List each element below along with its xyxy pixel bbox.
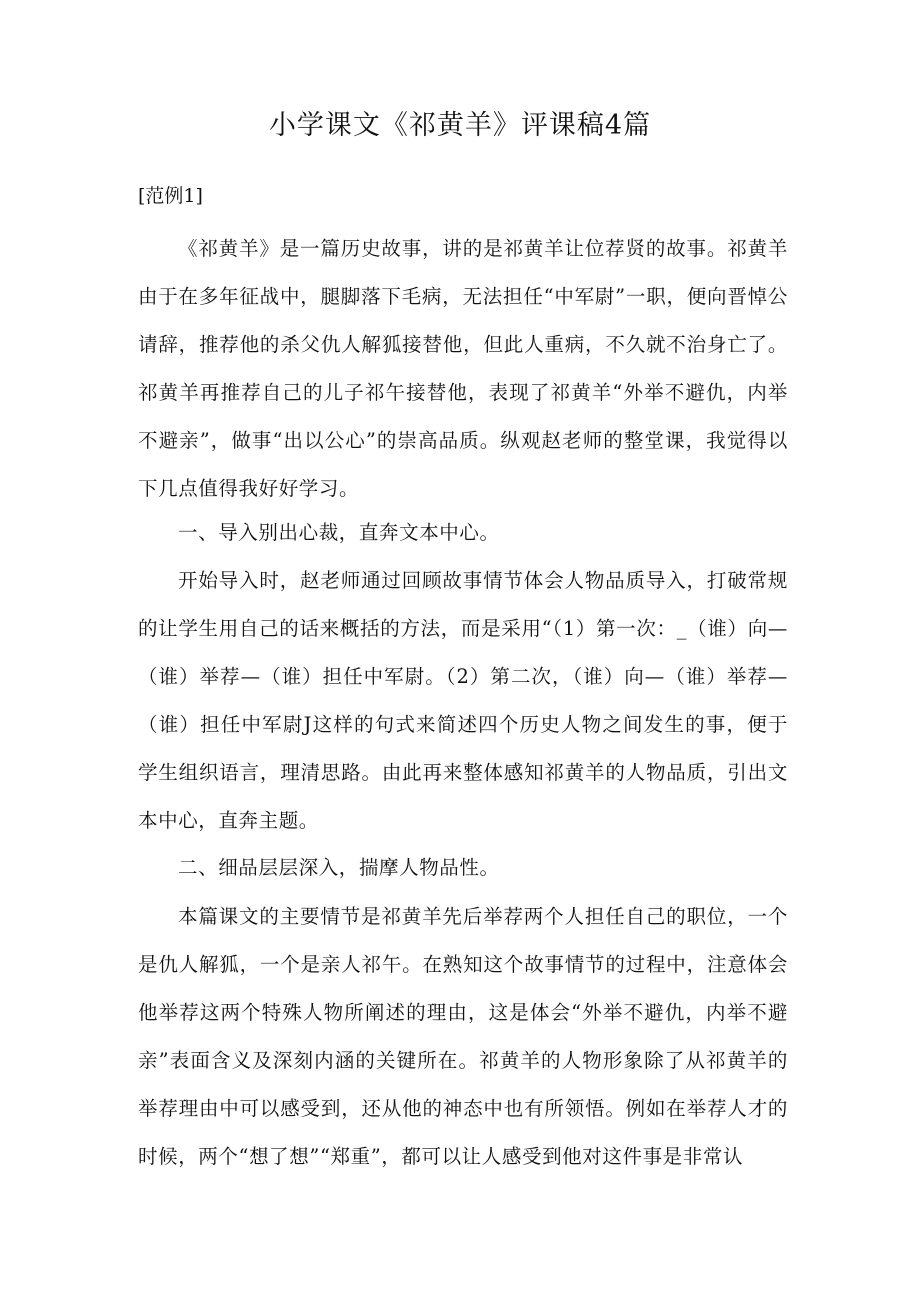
example-label: [范例1] [138,185,203,207]
section-two-paragraph: 本篇课文的主要情节是祁黄羊先后举荐两个人担任自己的职位，一个是仇人解狐，一个是亲人祁午。在熟知这个故事情节的过程中，注意体会他举荐这两个特殊人物所阐述的理由，这是体会“外举不避仇，内举不避亲”表面含义及深刻内涵的关键所在。祁黄羊的人物形象除了从祁黄羊的举荐理由中可以感受到，还从他的神态中也有所领悟。例如在举荐人才的时候，两个“想了想”“郑重”，都可以让人感受到他对这件事是非常认 [138,905,788,1169]
document-title: 小学课文《祁黄羊》评课稿4篇 [268,110,652,141]
section-one-paragraph: 开始导入时，赵老师通过回顾故事情节体会人物品质导入，打破常规的让学生用自己的话来概括的方法，而是采用“（1）第一次：_（谁）向—（谁）举荐—（谁）担任中军尉。（2）第二次，（谁）向—（谁）举荐—（谁）担任中军尉J这样的句式来简述四个历史人物之间发生的事，便于学生组织语言，理清思路。由此再来整体感知祁黄羊的人物品质，引出文本中心，直奔主题。 [138,569,788,833]
section-heading-one: 一、导入别出心裁，直奔文本中心。 [178,521,500,544]
section-heading-two: 二、细品层层深入，揣摩人物品性。 [178,856,500,879]
intro-paragraph: 《祁黄羊》是一篇历史故事，讲的是祁黄羊让位荐贤的故事。祁黄羊由于在多年征战中，腿脚落下毛病，无法担任“中军尉”一职，便向晋悼公请辞，推荐他的杀父仇人解狐接替他，但此人重病，不久就不治身亡了。祁黄羊再推荐自己的儿子祁午接替他，表现了祁黄羊“外举不避仇，内举不避亲”，做事“出以公心”的崇高品质。纵观赵老师的整堂课，我觉得以下几点值得我好好学习。 [138,237,788,501]
